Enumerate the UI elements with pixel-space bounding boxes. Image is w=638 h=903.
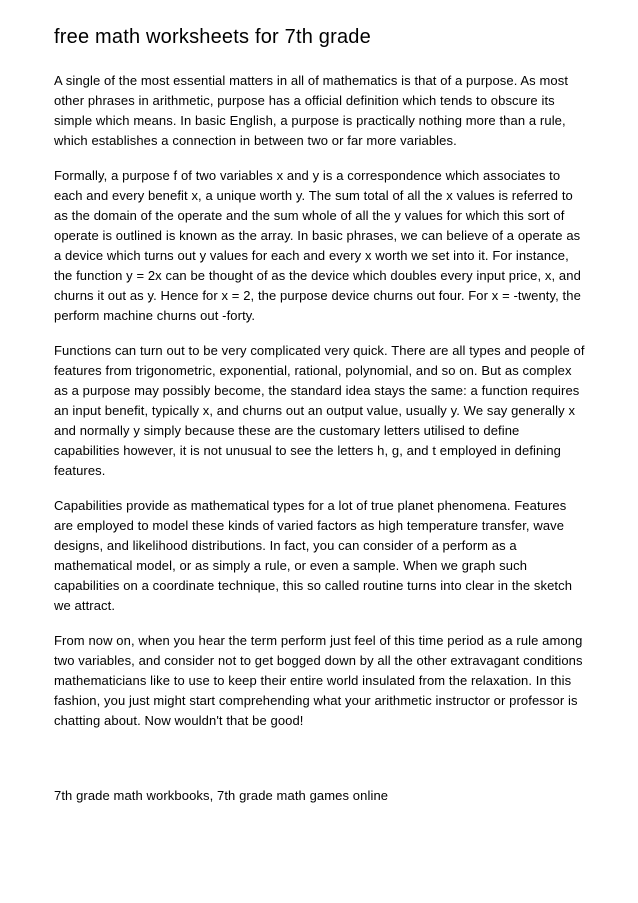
footer-keywords: 7th grade math workbooks, 7th grade math games online bbox=[54, 788, 389, 803]
paragraph-mathematical-models: Capabilities provide as mathematical types for a lot of true planet phenomena. Features are employed to model these kinds of varied factors as high temperature transfer, wave designs, and likelihood distributions. In fact, you can consider of a perform as a mathematical model, or as simply a rule, or even a sample. When we graph such capabilities on a coordinate technique, this so called routine turns into clear in the sketch we attract. bbox=[54, 498, 573, 613]
paragraph-formal-definition: Formally, a purpose f of two variables x and y is a correspondence which associates to each and every benefit x, a unique worth y. The sum total of all the x values is referred to as the domain of the operate and the sum whole of all the y values for which this sort of operate is outlined is known as the array. In basic phrases, we can believe of a operate as a device which turns out y values for each and every x worth we set into it. For instance, the function y = 2x can be thought of as the device which doubles every input price, x, and churns it out as y. Hence for x = 2, the purpose device churns out four. For x = -twenty, the perform machine churns out -forty. bbox=[54, 168, 581, 323]
paragraph-intro: A single of the most essential matters in all of mathematics is that of a purpose. As most other phrases in arithmetic, purpose has a official definition which tends to obscure its simple which means. In basic English, a purpose is practically nothing more than a rule, which establishes a connection in between two or far more variables. bbox=[54, 73, 569, 148]
paragraph-function-types: Functions can turn out to be very complicated very quick. There are all types and people of features from trigonometric, exponential, rational, polynomial, and so on. But as complex as a purpose may possibly become, the standard idea stays the same: a function requires an input benefit, typically x, and churns out an output value, usually y. We say generally x and normally y simply because these are the customary letters utilised to define capabilities however, it is not unusual to see the letters h, g, and t employed in defining features. bbox=[54, 343, 585, 478]
paragraph-conclusion: From now on, when you hear the term perform just feel of this time period as a rule among two variables, and consider not to get bogged down by all the other extravagant conditions mathematicians like to use to keep their entire world insulated from the relaxation. In this fashion, you just might start comprehending what your arithmetic instructor or professor is chatting about. Now wouldn't that be good! bbox=[54, 633, 583, 728]
page-title: free math worksheets for 7th grade bbox=[54, 26, 371, 48]
